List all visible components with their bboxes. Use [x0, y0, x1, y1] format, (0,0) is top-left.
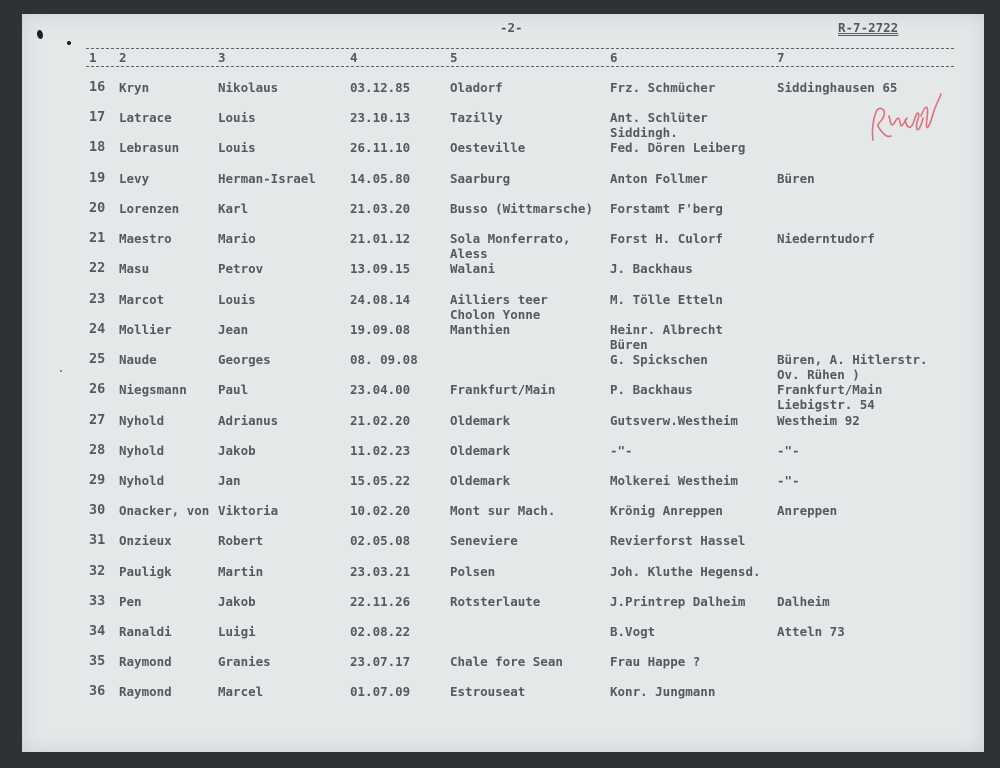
place-of-birth-cell: Oldemark: [450, 413, 511, 428]
first-name-cell: Marcel: [218, 684, 264, 699]
row-number-cell: 34: [89, 623, 106, 639]
employer-cell: J.Printrep Dalheim: [610, 594, 746, 609]
ink-dot: [67, 41, 71, 45]
first-name-cell: Granies: [218, 654, 271, 669]
row-number-cell: 16: [89, 79, 106, 95]
surname-cell: Latrace: [119, 110, 172, 125]
row-number-cell: 20: [89, 200, 106, 216]
table-row: [22, 231, 984, 261]
first-name-cell: Louis: [218, 140, 256, 155]
surname-cell: Onacker, von: [119, 503, 210, 518]
residence-cell: -"-: [777, 443, 800, 458]
table-row: [22, 564, 984, 594]
first-name-cell: Jan: [218, 473, 241, 488]
residence-cell: Siddinghausen 65: [777, 80, 898, 95]
date-of-birth-cell: 08. 09.08: [350, 352, 418, 367]
row-number-cell: 28: [89, 442, 106, 458]
place-of-birth-cell: Oldemark: [450, 473, 511, 488]
ink-blot: [37, 30, 43, 39]
employer-cell: Forstamt F'berg: [610, 201, 723, 216]
first-name-cell: Jakob: [218, 594, 256, 609]
row-number-cell: 29: [89, 472, 106, 488]
row-number-cell: 21: [89, 230, 106, 246]
surname-cell: Mollier: [119, 322, 172, 337]
place-of-birth-cell: Oladorf: [450, 80, 503, 95]
date-of-birth-cell: 19.09.08: [350, 322, 411, 337]
surname-cell: Onzieux: [119, 533, 172, 548]
employer-cell: Heinr. Albrecht Büren: [610, 322, 723, 352]
place-of-birth-cell: Ailliers teer Cholon Yonne: [450, 292, 548, 322]
column-header-3: 3: [218, 50, 226, 65]
surname-cell: Pauligk: [119, 564, 172, 579]
employer-cell: G. Spickschen: [610, 352, 708, 367]
column-header-2: 2: [119, 50, 127, 65]
employer-cell: Konr. Jungmann: [610, 684, 716, 699]
place-of-birth-cell: Frankfurt/Main: [450, 382, 556, 397]
date-of-birth-cell: 21.02.20: [350, 413, 411, 428]
employer-cell: Fed. Dören Leiberg: [610, 140, 746, 155]
first-name-cell: Karl: [218, 201, 249, 216]
residence-cell: Büren: [777, 171, 815, 186]
document-page: [22, 14, 984, 752]
surname-cell: Levy: [119, 171, 150, 186]
table-row: [22, 624, 984, 654]
date-of-birth-cell: 13.09.15: [350, 261, 411, 276]
first-name-cell: Mario: [218, 231, 256, 246]
header-rule-bottom: [86, 66, 954, 67]
date-of-birth-cell: 23.04.00: [350, 382, 411, 397]
header-rule-top: [86, 48, 954, 49]
column-header-4: 4: [350, 50, 358, 65]
surname-cell: Nyhold: [119, 413, 165, 428]
surname-cell: Kryn: [119, 80, 150, 95]
column-header-7: 7: [777, 50, 785, 65]
table-row: [22, 171, 984, 201]
surname-cell: Raymond: [119, 684, 172, 699]
first-name-cell: Robert: [218, 533, 264, 548]
surname-cell: Maestro: [119, 231, 172, 246]
row-number-cell: 27: [89, 412, 106, 428]
employer-cell: Gutsverw.Westheim: [610, 413, 738, 428]
employer-cell: Joh. Kluthe Hegensd.: [610, 564, 761, 579]
date-of-birth-cell: 01.07.09: [350, 684, 411, 699]
row-number-cell: 36: [89, 683, 106, 699]
employer-cell: Ant. Schlüter Siddingh.: [610, 110, 708, 140]
place-of-birth-cell: Manthien: [450, 322, 511, 337]
table-row: [22, 654, 984, 684]
surname-cell: Nyhold: [119, 443, 165, 458]
residence-cell: Niederntudorf: [777, 231, 875, 246]
date-of-birth-cell: 14.05.80: [350, 171, 411, 186]
handwritten-initials: [867, 88, 947, 148]
employer-cell: -"-: [610, 443, 633, 458]
column-header-1: 1: [89, 50, 97, 65]
table-row: [22, 413, 984, 443]
employer-cell: Forst H. Culorf: [610, 231, 723, 246]
employer-cell: Krönig Anreppen: [610, 503, 723, 518]
table-row: [22, 140, 984, 170]
employer-cell: J. Backhaus: [610, 261, 693, 276]
first-name-cell: Louis: [218, 292, 256, 307]
residence-cell: Dalheim: [777, 594, 830, 609]
residence-cell: -"-: [777, 473, 800, 488]
surname-cell: Lorenzen: [119, 201, 180, 216]
row-number-cell: 26: [89, 381, 106, 397]
row-number-cell: 32: [89, 563, 106, 579]
first-name-cell: Jakob: [218, 443, 256, 458]
document-reference: R-7-2722: [838, 20, 899, 35]
table-row: [22, 382, 984, 412]
employer-cell: Frau Happe ?: [610, 654, 701, 669]
employer-cell: Anton Follmer: [610, 171, 708, 186]
table-row: [22, 292, 984, 322]
date-of-birth-cell: 23.07.17: [350, 654, 411, 669]
surname-cell: Ranaldi: [119, 624, 172, 639]
date-of-birth-cell: 03.12.85: [350, 80, 411, 95]
page-number: -2-: [500, 20, 523, 35]
surname-cell: Masu: [119, 261, 150, 276]
table-row: [22, 503, 984, 533]
column-header-5: 5: [450, 50, 458, 65]
row-number-cell: 17: [89, 109, 106, 125]
place-of-birth-cell: Estrouseat: [450, 684, 526, 699]
surname-cell: Raymond: [119, 654, 172, 669]
column-header-row: [22, 50, 984, 66]
date-of-birth-cell: 23.03.21: [350, 564, 411, 579]
place-of-birth-cell: Oldemark: [450, 443, 511, 458]
date-of-birth-cell: 26.11.10: [350, 140, 411, 155]
row-number-cell: 31: [89, 532, 106, 548]
table-row: [22, 201, 984, 231]
date-of-birth-cell: 24.08.14: [350, 292, 411, 307]
row-number-cell: 24: [89, 321, 106, 337]
date-of-birth-cell: 21.01.12: [350, 231, 411, 246]
first-name-cell: Viktoria: [218, 503, 279, 518]
surname-cell: Pen: [119, 594, 142, 609]
first-name-cell: Louis: [218, 110, 256, 125]
residence-cell: Atteln 73: [777, 624, 845, 639]
column-header-6: 6: [610, 50, 618, 65]
employer-cell: M. Tölle Etteln: [610, 292, 723, 307]
place-of-birth-cell: Seneviere: [450, 533, 518, 548]
surname-cell: Naude: [119, 352, 157, 367]
place-of-birth-cell: Mont sur Mach.: [450, 503, 556, 518]
date-of-birth-cell: 21.03.20: [350, 201, 411, 216]
date-of-birth-cell: 10.02.20: [350, 503, 411, 518]
employer-cell: Frz. Schmücher: [610, 80, 716, 95]
date-of-birth-cell: 15.05.22: [350, 473, 411, 488]
table-row: [22, 594, 984, 624]
surname-cell: Lebrasun: [119, 140, 180, 155]
residence-cell: Büren, A. Hitlerstr. Ov. Rühen ): [777, 352, 928, 382]
employer-cell: P. Backhaus: [610, 382, 693, 397]
surname-cell: Nyhold: [119, 473, 165, 488]
place-of-birth-cell: Chale fore Sean: [450, 654, 563, 669]
place-of-birth-cell: Busso (Wittmarsche): [450, 201, 593, 216]
table-row: [22, 473, 984, 503]
employer-cell: Molkerei Westheim: [610, 473, 738, 488]
row-number-cell: 23: [89, 291, 106, 307]
place-of-birth-cell: Sola Monferrato, Aless: [450, 231, 571, 261]
employer-cell: B.Vogt: [610, 624, 656, 639]
row-number-cell: 33: [89, 593, 106, 609]
place-of-birth-cell: Walani: [450, 261, 496, 276]
place-of-birth-cell: Saarburg: [450, 171, 511, 186]
first-name-cell: Adrianus: [218, 413, 279, 428]
row-number-cell: 30: [89, 502, 106, 518]
date-of-birth-cell: 02.05.08: [350, 533, 411, 548]
row-number-cell: 35: [89, 653, 106, 669]
row-number-cell: 19: [89, 170, 106, 186]
date-of-birth-cell: 11.02.23: [350, 443, 411, 458]
table-row: [22, 533, 984, 563]
surname-cell: Niegsmann: [119, 382, 187, 397]
table-row: [22, 443, 984, 473]
row-number-cell: 22: [89, 260, 106, 276]
first-name-cell: Petrov: [218, 261, 264, 276]
row-number-cell: 25: [89, 351, 106, 367]
row-number-cell: 18: [89, 139, 106, 155]
table-row: [22, 352, 984, 382]
date-of-birth-cell: 23.10.13: [350, 110, 411, 125]
place-of-birth-cell: Polsen: [450, 564, 496, 579]
table-row: [22, 80, 984, 110]
residence-cell: Westheim 92: [777, 413, 860, 428]
first-name-cell: Paul: [218, 382, 249, 397]
place-of-birth-cell: Tazilly: [450, 110, 503, 125]
place-of-birth-cell: Rotsterlaute: [450, 594, 541, 609]
date-of-birth-cell: 22.11.26: [350, 594, 411, 609]
first-name-cell: Luigi: [218, 624, 256, 639]
table-row: [22, 322, 984, 352]
employer-cell: Revierforst Hassel: [610, 533, 746, 548]
table-row: [22, 261, 984, 291]
first-name-cell: Nikolaus: [218, 80, 279, 95]
table-row: [22, 110, 984, 140]
first-name-cell: Georges: [218, 352, 271, 367]
table-row: [22, 684, 984, 714]
residence-cell: Frankfurt/Main Liebigstr. 54: [777, 382, 883, 412]
place-of-birth-cell: Oesteville: [450, 140, 526, 155]
residence-cell: Anreppen: [777, 503, 838, 518]
first-name-cell: Herman-Israel: [218, 171, 316, 186]
surname-cell: Marcot: [119, 292, 165, 307]
first-name-cell: Jean: [218, 322, 249, 337]
first-name-cell: Martin: [218, 564, 264, 579]
date-of-birth-cell: 02.08.22: [350, 624, 411, 639]
